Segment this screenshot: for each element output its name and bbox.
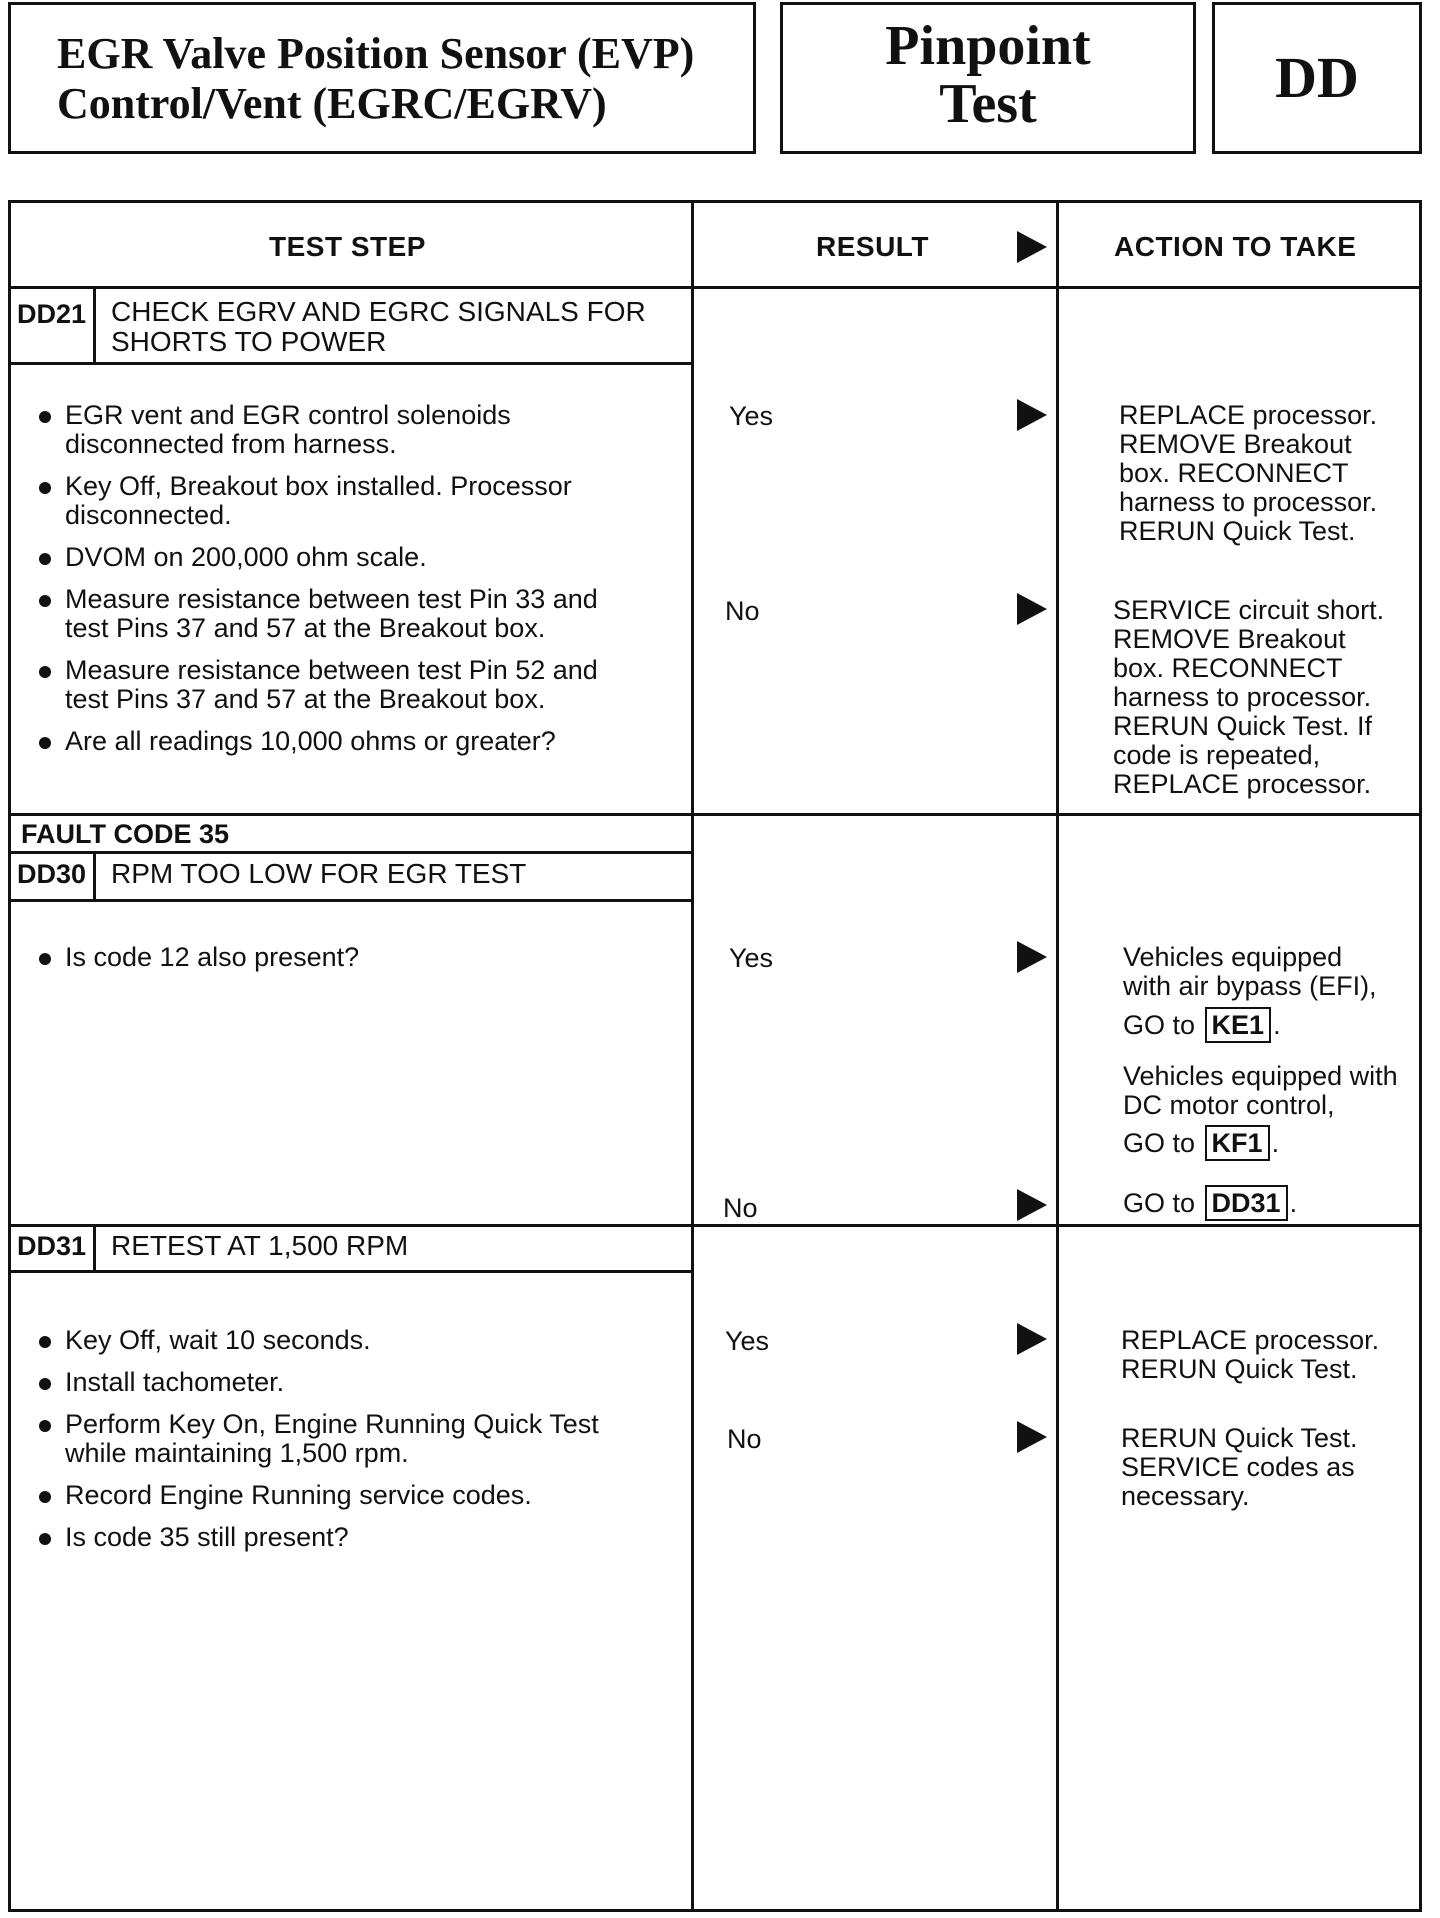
- action-yes: REPLACE processor. RERUN Quick Test.: [1121, 1325, 1380, 1384]
- action-yes: REPLACE processor. REMOVE Breakout box. RECONNECT harness to processor. RERUN Quick Test.: [1119, 400, 1378, 546]
- instruction-item: Install tachometer.: [31, 1368, 631, 1397]
- test-type-label: Pinpoint Test: [885, 15, 1091, 135]
- column-header-test-step: TEST STEP: [269, 231, 426, 262]
- step-header-dd21: [11, 289, 694, 365]
- instruction-item: EGR vent and EGR control solenoids disconnected from harness.: [31, 401, 631, 459]
- result-no: No: [727, 1424, 762, 1454]
- instruction-item: Record Engine Running service codes.: [31, 1481, 631, 1510]
- instruction-item: DVOM on 200,000 ohm scale.: [31, 543, 631, 572]
- result-yes: Yes: [729, 943, 774, 973]
- step-title: RETEST AT 1,500 RPM: [111, 1230, 409, 1261]
- arrow-icon: [1017, 399, 1047, 431]
- go-to-kf1: GO to KF1 .: [1123, 1125, 1279, 1161]
- step-reference-kf1[interactable]: KF1: [1205, 1125, 1270, 1161]
- column-header-result: RESULT: [816, 231, 929, 262]
- step-id: DD31: [17, 1231, 87, 1261]
- step-header-dd30: [11, 854, 694, 902]
- instruction-item: Key Off, wait 10 seconds.: [31, 1326, 631, 1355]
- header-title-box: [8, 2, 756, 154]
- pinpoint-test-table: [8, 200, 1422, 1912]
- instruction-item: Measure resistance between test Pin 33 and test Pins 37 and 57 at the Breakout box.: [31, 585, 631, 643]
- instruction-item: Measure resistance between test Pin 52 and test Pins 37 and 57 at the Breakout box.: [31, 656, 631, 714]
- action-no: RERUN Quick Test. SERVICE codes as necessary.: [1121, 1423, 1358, 1511]
- arrow-icon: [1017, 1323, 1047, 1355]
- step-instructions-dd21: [31, 401, 631, 769]
- step-header-dd31: [11, 1227, 694, 1273]
- instruction-item: Key Off, Breakout box installed. Processor disconnected.: [31, 472, 631, 530]
- column-header-action: ACTION TO TAKE: [1114, 231, 1357, 262]
- result-yes: Yes: [725, 1326, 770, 1356]
- step-id: DD21: [17, 299, 87, 329]
- test-code-label: DD: [1275, 45, 1359, 110]
- step-instructions-dd31: [31, 1326, 631, 1565]
- result-yes: Yes: [729, 401, 774, 431]
- go-to-label: GO to: [1123, 1188, 1196, 1218]
- instruction-item: Perform Key On, Engine Running Quick Test while maintaining 1,500 rpm.: [31, 1410, 631, 1468]
- step-id-divider: [93, 289, 96, 362]
- step-id-divider: [93, 1227, 96, 1270]
- go-to-ke1: GO to KE1 .: [1123, 1007, 1281, 1043]
- step-title: RPM TOO LOW FOR EGR TEST: [111, 858, 527, 889]
- result-no: No: [723, 1193, 758, 1223]
- arrow-icon: [1017, 941, 1047, 973]
- step-instructions-dd30: [31, 943, 631, 985]
- action-no: SERVICE circuit short. REMOVE Breakout box. RECONNECT harness to processor. RERUN Quick Test. If code is repeated, REPLACE processor.: [1113, 595, 1385, 799]
- go-to-dd31: GO to DD31 .: [1123, 1185, 1297, 1221]
- document-title: EGR Valve Position Sensor (EVP) Control/Vent (EGRC/EGRV): [57, 29, 695, 128]
- result-no: No: [725, 596, 760, 626]
- instruction-item: Is code 12 also present?: [31, 943, 631, 972]
- step-reference-ke1[interactable]: KE1: [1205, 1007, 1272, 1043]
- result-arrow-icon: [1017, 231, 1047, 263]
- step-id: DD30: [17, 859, 87, 889]
- go-to-label: GO to: [1123, 1128, 1196, 1158]
- step-id-divider: [93, 854, 96, 899]
- step-reference-dd31[interactable]: DD31: [1205, 1185, 1288, 1221]
- action-yes-efi: Vehicles equipped with air bypass (EFI),: [1123, 942, 1377, 1001]
- column-divider: [1056, 203, 1059, 1909]
- fault-code-label: FAULT CODE 35: [21, 819, 230, 849]
- arrow-icon: [1017, 1421, 1047, 1453]
- instruction-item: Are all readings 10,000 ohms or greater?: [31, 727, 631, 756]
- step-title: CHECK EGRV AND EGRC SIGNALS FOR SHORTS TO POWER: [111, 296, 646, 357]
- header-test-type-box: [780, 2, 1196, 154]
- fault-code-label-box: [11, 816, 694, 854]
- action-yes-dc-motor: Vehicles equipped with DC motor control,: [1123, 1061, 1398, 1120]
- instruction-item: Is code 35 still present?: [31, 1523, 631, 1552]
- header-code-box: [1212, 2, 1422, 154]
- column-divider: [691, 203, 694, 1909]
- arrow-icon: [1017, 593, 1047, 625]
- arrow-icon: [1017, 1189, 1047, 1221]
- go-to-label: GO to: [1123, 1010, 1196, 1040]
